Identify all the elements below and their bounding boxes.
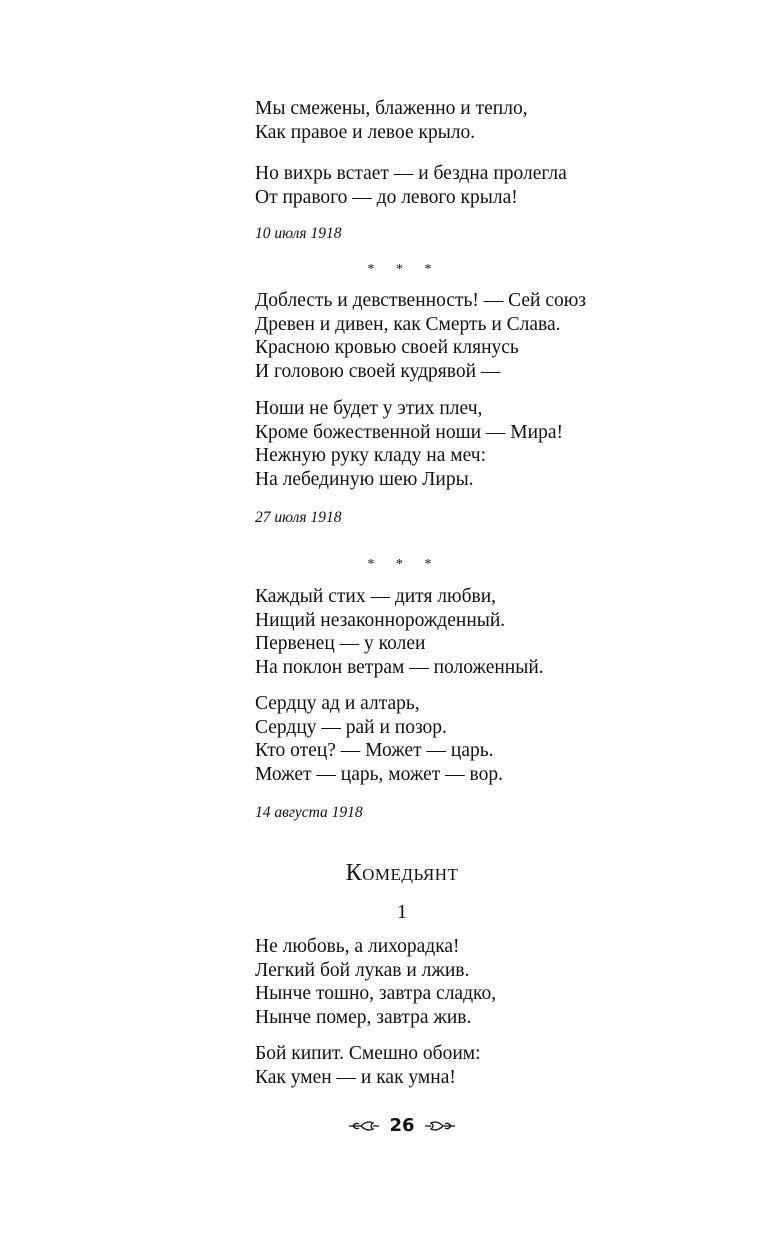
section-title: Комедьянт [345, 860, 459, 886]
poem-date: 10 июля 1918 [255, 225, 342, 242]
page-footer [0, 1114, 768, 1138]
verse-line: Нынче помер, завтра жив. [255, 1006, 472, 1028]
verse-line: Может — царь, может — вор. [255, 763, 503, 785]
verse-line: И головою своей кудрявой — [255, 360, 501, 382]
stanza [255, 935, 496, 1029]
verse-line: Кроме божественной ноши — Мира! [255, 421, 563, 443]
stanza [255, 1042, 481, 1089]
verse-line: Доблесть и девственность! — Сей союз [255, 290, 587, 311]
verse-line: Бой кипит. Смешно обоим: [255, 1043, 481, 1064]
verse-line: Нищий незаконнорожденный. [255, 609, 506, 631]
verse-line: Нынче тошно, завтра сладко, [255, 983, 497, 1004]
stanza [255, 162, 567, 209]
verse-line: Древен и дивен, как Смерть и Слава. [255, 313, 561, 335]
section-number: 1 [397, 901, 407, 923]
verse-line: Каждый стих — дитя любви, [255, 586, 497, 607]
verse-line: Но вихрь встает — и бездна пролегла [255, 163, 567, 184]
stanza [255, 97, 528, 144]
verse-line: Красною кровью своей клянусь [255, 337, 519, 358]
poem-date: 14 августа 1918 [255, 804, 363, 821]
verse-line: Первенец — у колеи [255, 633, 426, 654]
stanza [255, 397, 563, 491]
separator-stars: * * * [367, 262, 441, 277]
verse-line: На поклон ветрам — положенный. [255, 656, 544, 678]
verse-line: Ноши не будет у этих плеч, [255, 398, 483, 419]
verse-line: На лебединую шею Лиры. [255, 468, 474, 490]
separator-stars: * * * [367, 557, 441, 572]
verse-line: От правого — до левого крыла! [255, 186, 518, 208]
stanza [255, 289, 586, 383]
verse-line: Мы смежены, блаженно и тепло, [255, 98, 528, 119]
ornament-right-icon [423, 1119, 457, 1133]
poem-date: 27 июля 1918 [255, 509, 342, 526]
verse-line: Как умен — и как умна! [255, 1066, 456, 1088]
ornament-left-icon [347, 1119, 381, 1133]
verse-line: Нежную руку кладу на меч: [255, 445, 487, 466]
verse-line: Не любовь, а лихорадка! [255, 936, 460, 957]
verse-line: Как правое и левое крыло. [255, 121, 476, 143]
verse-line: Сердцу ад и алтарь, [255, 693, 420, 714]
stanza [255, 585, 544, 679]
verse-line: Легкий бой лукав и лжив. [255, 959, 470, 981]
stanza [255, 692, 503, 786]
verse-line: Кто отец? — Может — царь. [255, 740, 494, 761]
page-number: 26 [389, 1115, 415, 1136]
verse-line: Сердцу — рай и позор. [255, 716, 447, 738]
